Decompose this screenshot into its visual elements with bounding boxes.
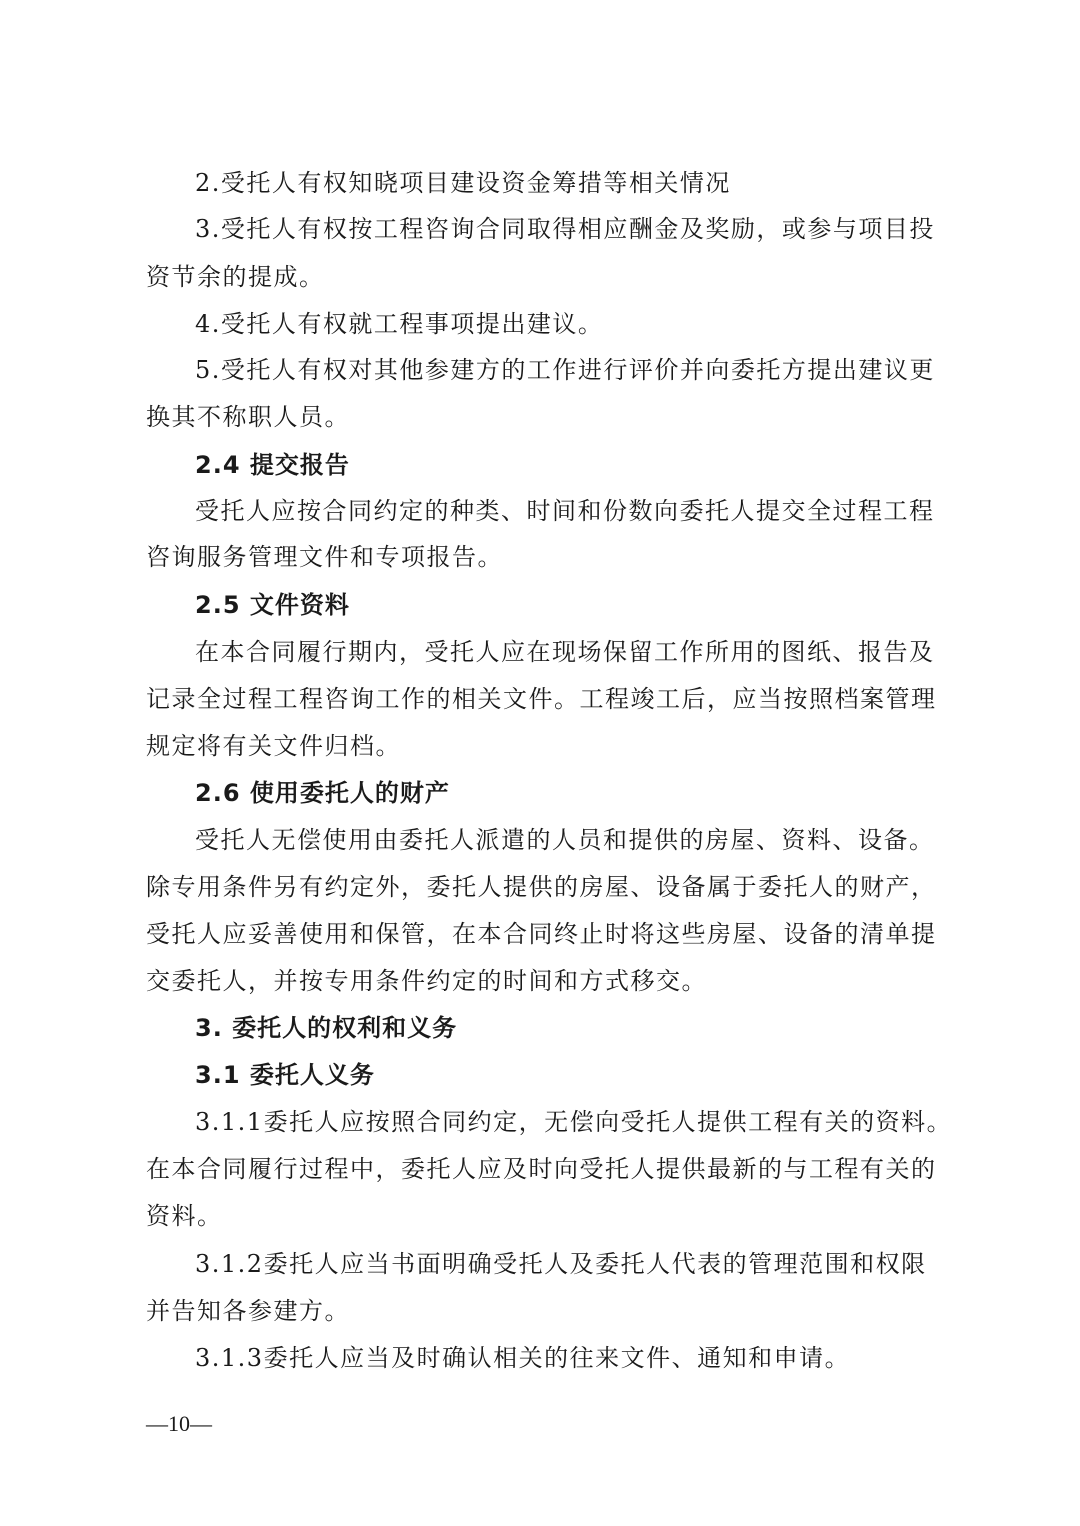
text-line: 3.1.3委托人应当及时确认相关的往来文件、通知和申请。 xyxy=(195,1344,851,1372)
page-number: —10— xyxy=(146,1411,212,1436)
text-line: 3.受托人有权按工程咨询合同取得相应酬金及奖励，或参与项目投 xyxy=(195,215,935,243)
section-heading: 2.4 提交报告 xyxy=(195,451,350,479)
text-line: 2.受托人有权知晓项目建设资金筹措等相关情况 xyxy=(195,169,731,197)
text-line: 资料。 xyxy=(146,1202,223,1230)
text-line: 4.受托人有权就工程事项提出建议。 xyxy=(195,310,604,338)
section-heading: 2.6 使用委托人的财产 xyxy=(195,779,450,807)
text-line: 规定将有关文件归档。 xyxy=(146,732,401,760)
section-heading: 3. 委托人的权利和义务 xyxy=(195,1014,458,1042)
text-line: 除专用条件另有约定外，委托人提供的房屋、设备属于委托人的财产， xyxy=(146,873,937,901)
text-line: 在本合同履行期内，受托人应在现场保留工作所用的图纸、报告及 xyxy=(195,638,935,666)
text-line: 受托人应妥善使用和保管，在本合同终止时将这些房屋、设备的清单提 xyxy=(146,920,937,948)
text-line: 资节余的提成。 xyxy=(146,263,325,291)
text-line: 交委托人，并按专用条件约定的时间和方式移交。 xyxy=(146,967,707,995)
text-line: 3.1.2委托人应当书面明确受托人及委托人代表的管理范围和权限 xyxy=(195,1250,927,1278)
text-line: 3.1.1委托人应按照合同约定，无偿向受托人提供工程有关的资料。 xyxy=(195,1108,953,1136)
section-heading: 3.1 委托人义务 xyxy=(195,1061,375,1089)
text-line: 受托人无偿使用由委托人派遣的人员和提供的房屋、资料、设备。 xyxy=(195,826,935,854)
text-line: 咨询服务管理文件和专项报告。 xyxy=(146,543,503,571)
text-line: 换其不称职人员。 xyxy=(146,403,350,431)
text-line: 受托人应按合同约定的种类、时间和份数向委托人提交全过程工程 xyxy=(195,497,935,525)
section-heading: 2.5 文件资料 xyxy=(195,591,350,619)
text-line: 并告知各参建方。 xyxy=(146,1297,350,1325)
text-line: 记录全过程工程咨询工作的相关文件。工程竣工后，应当按照档案管理 xyxy=(146,685,937,713)
text-line: 5.受托人有权对其他参建方的工作进行评价并向委托方提出建议更 xyxy=(195,356,935,384)
text-line: 在本合同履行过程中，委托人应及时向受托人提供最新的与工程有关的 xyxy=(146,1155,937,1183)
